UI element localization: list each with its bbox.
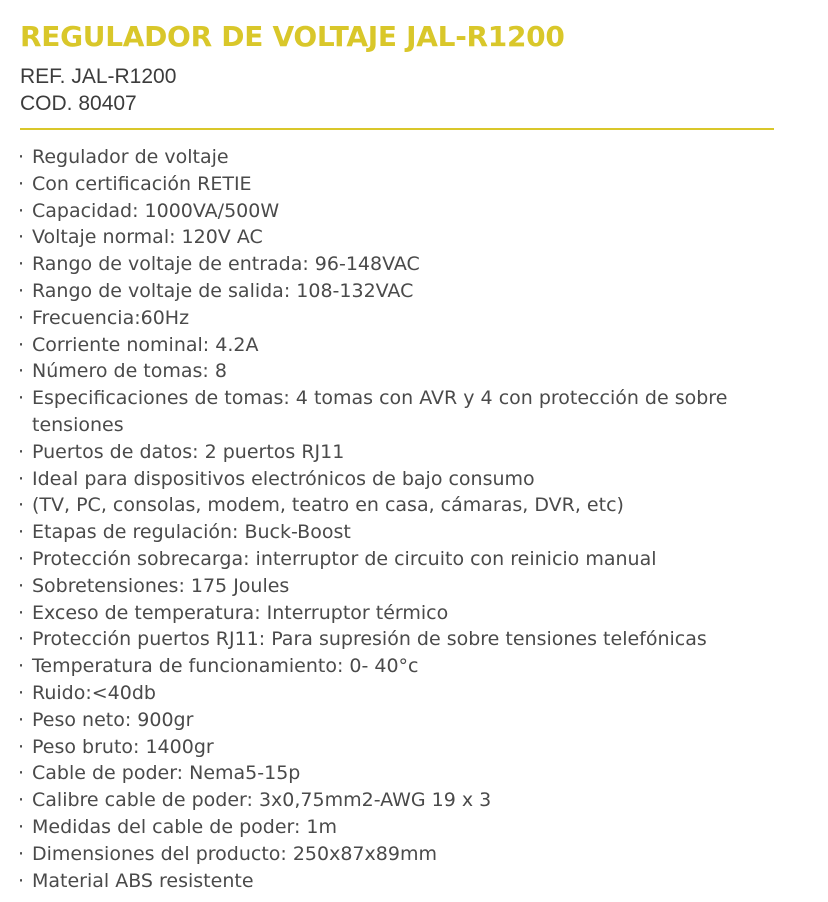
spec-item — [18, 734, 808, 761]
spec-item — [18, 519, 808, 546]
spec-text: Peso bruto: 1400gr — [32, 735, 214, 758]
spec-item — [18, 626, 808, 653]
spec-item — [18, 466, 808, 493]
spec-item — [18, 573, 808, 600]
spec-text: Calibre cable de poder: 3x0,75mm2-AWG 19 x 3 — [32, 789, 492, 812]
bullet-icon: · — [18, 494, 25, 517]
spec-text: Voltaje normal: 120V AC — [32, 226, 263, 249]
spec-text: Número de tomas: 8 — [32, 360, 227, 383]
spec-item — [18, 492, 808, 519]
spec-text: Puertos de datos: 2 puertos RJ11 — [32, 440, 345, 463]
spec-text: Protección puertos RJ11: Para supresión de sobre tensiones telefónicas — [32, 628, 707, 651]
bullet-icon: · — [18, 467, 25, 490]
bullet-icon: · — [18, 172, 25, 195]
bullet-icon: · — [18, 628, 25, 651]
spec-text: Con certificación RETIE — [32, 172, 252, 195]
spec-text: Exceso de temperatura: Interruptor térmico — [32, 601, 449, 624]
bullet-icon: · — [18, 681, 25, 704]
spec-item — [18, 868, 808, 895]
spec-item — [18, 600, 808, 627]
spec-item — [18, 198, 808, 225]
spec-item — [18, 707, 808, 734]
bullet-icon: · — [18, 253, 25, 276]
bullet-icon: · — [18, 279, 25, 302]
bullet-icon: · — [18, 226, 25, 249]
spec-text: Cable de poder: Nema5-15p — [32, 762, 301, 785]
spec-text: Frecuencia:60Hz — [32, 306, 190, 329]
spec-item — [18, 358, 808, 385]
spec-item — [18, 546, 808, 573]
spec-item — [18, 841, 808, 868]
spec-text: Especificaciones de tomas: 4 tomas con AVR y 4 con protección de sobre tensiones — [32, 387, 728, 436]
product-reference: REF. JAL-R1200 — [20, 65, 177, 88]
spec-text: Corriente nominal: 4.2A — [32, 333, 259, 356]
spec-item — [18, 144, 808, 171]
spec-item — [18, 171, 808, 198]
spec-text: Material ABS resistente — [32, 869, 254, 892]
spec-text: Capacidad: 1000VA/500W — [32, 199, 280, 222]
bullet-icon: · — [18, 333, 25, 356]
spec-text: Rango de voltaje de salida: 108-132VAC — [32, 279, 414, 302]
bullet-icon: · — [18, 815, 25, 838]
spec-text: Regulador de voltaje — [32, 146, 229, 168]
spec-text: Temperatura de funcionamiento: 0- 40°c — [32, 655, 419, 678]
spec-item — [18, 439, 808, 466]
bullet-icon: · — [18, 842, 25, 865]
bullet-icon: · — [18, 547, 25, 570]
spec-item — [18, 787, 808, 814]
spec-text: Etapas de regulación: Buck-Boost — [32, 521, 351, 544]
spec-item — [18, 251, 808, 278]
bullet-icon: · — [18, 735, 25, 758]
spec-text: Dimensiones del producto: 250x87x89mm — [32, 842, 437, 865]
spec-text: Rango de voltaje de entrada: 96-148VAC — [32, 253, 420, 276]
spec-item — [18, 653, 808, 680]
bullet-icon: · — [18, 387, 25, 410]
bullet-icon: · — [18, 146, 25, 168]
product-code: COD. 80407 — [20, 92, 137, 115]
bullet-icon: · — [18, 601, 25, 624]
bullet-icon: · — [18, 360, 25, 383]
bullet-icon: · — [18, 708, 25, 731]
bullet-icon: · — [18, 789, 25, 812]
bullet-icon: · — [18, 306, 25, 329]
spec-item — [18, 680, 808, 707]
product-title: REGULADOR DE VOLTAJE JAL-R1200 — [20, 20, 565, 53]
spec-text: Ideal para dispositivos electrónicos de bajo consumo — [32, 467, 535, 490]
spec-item — [18, 814, 808, 841]
bullet-icon: · — [18, 440, 25, 463]
spec-item — [18, 385, 808, 439]
spec-item — [18, 278, 808, 305]
bullet-icon: · — [18, 762, 25, 785]
bullet-icon: · — [18, 655, 25, 678]
spec-text: Sobretensiones: 175 Joules — [32, 574, 290, 597]
spec-item — [18, 224, 808, 251]
spec-text: (TV, PC, consolas, modem, teatro en casa, cámaras, DVR, etc) — [32, 494, 624, 517]
spec-list — [18, 144, 808, 894]
spec-text: Protección sobrecarga: interruptor de circuito con reinicio manual — [32, 547, 657, 570]
spec-item — [18, 760, 808, 787]
bullet-icon: · — [18, 574, 25, 597]
spec-text: Medidas del cable de poder: 1m — [32, 815, 338, 838]
bullet-icon: · — [18, 869, 25, 892]
header-divider — [20, 128, 774, 130]
bullet-icon: · — [18, 521, 25, 544]
spec-item — [18, 332, 808, 359]
spec-text: Peso neto: 900gr — [32, 708, 194, 731]
spec-text: Ruido:<40db — [32, 681, 156, 704]
bullet-icon: · — [18, 199, 25, 222]
spec-item — [18, 305, 808, 332]
